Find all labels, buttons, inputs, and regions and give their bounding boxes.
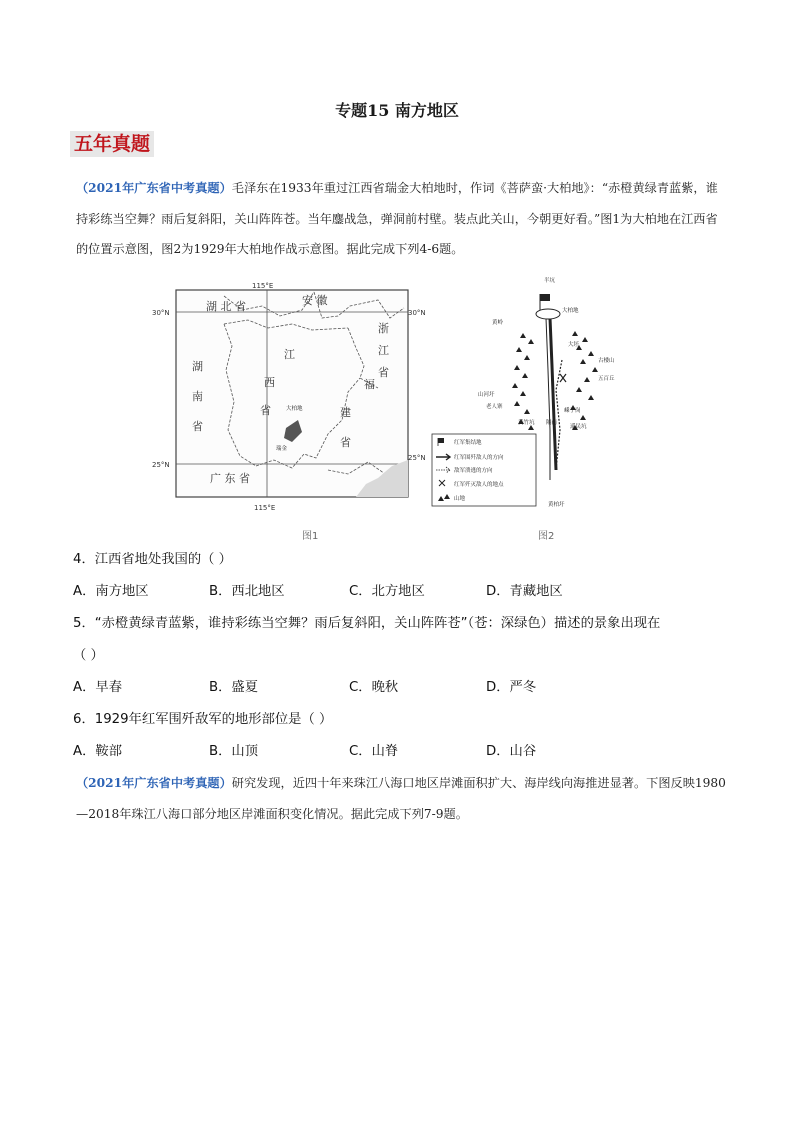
label-jiangxi-1: 江 bbox=[284, 348, 295, 361]
figure-1-caption: 图1 bbox=[302, 531, 319, 542]
label-jiangxi-2: 西 bbox=[264, 376, 275, 389]
fig2-place-dapi: 大坯 bbox=[568, 342, 580, 348]
question-5-stem-cont: （ ） bbox=[73, 648, 104, 663]
q5-option-d: D．严冬 bbox=[486, 680, 537, 695]
label-zhejiang-2: 江 bbox=[378, 344, 389, 357]
q4-option-d: D．青藏地区 bbox=[486, 584, 563, 599]
q5-option-a: A．早春 bbox=[73, 680, 122, 695]
label-zhejiang-3: 省 bbox=[378, 366, 389, 379]
lat-label-top-right: 30°N bbox=[408, 309, 426, 317]
passage-2-text: 研究发现，近四十年来珠江八海口地区岸滩面积扩大、海岸线向海推进显著。下图反映1980—2018年珠江八海口部分地区岸滩面积变化情况。据此完成下列7-9题。 bbox=[76, 776, 726, 821]
figure-area bbox=[152, 270, 615, 518]
section-tag: 五年真题 bbox=[70, 131, 154, 157]
label-hunan-2: 南 bbox=[192, 390, 203, 403]
label-fujian-1: 福 bbox=[364, 378, 375, 391]
figure-2-caption: 图2 bbox=[538, 531, 555, 542]
figure-2-map bbox=[432, 276, 615, 508]
question-5-stem: 5．“赤橙黄绿青蓝紫，谁持彩练当空舞？雨后复斜阳，关山阵阵苍”（苍：深绿色）描述的景象出现在 bbox=[73, 616, 661, 631]
label-hunan-1: 湖 bbox=[192, 360, 203, 373]
page-title: 专题15 南方地区 bbox=[335, 101, 459, 120]
fig2-place-wubaiqiu: 五百丘 bbox=[598, 376, 615, 382]
lat-label-bottom: 25°N bbox=[152, 461, 170, 469]
passage-2-source: （2021年广东省中考真题） bbox=[76, 776, 232, 790]
label-guangdong: 广 东 省 bbox=[210, 472, 250, 485]
fig2-place-top: 半坑 bbox=[544, 278, 556, 284]
q4-option-b: B．西北地区 bbox=[209, 584, 285, 599]
fig2-place-laorenzhai: 老人寨 bbox=[486, 404, 503, 410]
q5-option-c: C．晚秋 bbox=[349, 680, 399, 695]
legend-item-1: 红军集结地 bbox=[454, 440, 482, 446]
lat-label-top: 30°N bbox=[152, 309, 170, 317]
question-4-stem: 4．江西省地处我国的（ ） bbox=[73, 552, 232, 567]
q5-option-b: B．盛夏 bbox=[209, 680, 259, 695]
question-6-stem: 6．1929年红军围歼敌军的地形部位是（ ） bbox=[73, 712, 333, 727]
q6-option-c: C．山脊 bbox=[349, 744, 399, 759]
q4-option-a: A．南方地区 bbox=[73, 584, 149, 599]
label-jiangxi-3: 省 bbox=[260, 404, 271, 417]
figure-1-map bbox=[152, 282, 426, 512]
fig2-place-huangling: 黄岭 bbox=[492, 320, 504, 326]
fig2-legend bbox=[432, 434, 536, 506]
fig2-place-qianqian: 隔前 bbox=[546, 420, 558, 426]
q6-option-b: B．山顶 bbox=[209, 744, 259, 759]
passage-1-source: （2021年广东省中考真题） bbox=[76, 181, 232, 195]
label-hunan-3: 省 bbox=[192, 420, 203, 433]
q4-option-c: C．北方地区 bbox=[349, 584, 425, 599]
lon-label-bottom: 115°E bbox=[254, 504, 276, 512]
fig2-place-huangzhukeng: 黄竹坑 bbox=[518, 420, 535, 426]
legend-item-3: 敌军溃逃的方向 bbox=[454, 468, 493, 474]
lon-label-top: 115°E bbox=[252, 282, 274, 290]
legend-item-4: 红军歼灭敌人的地点 bbox=[454, 482, 504, 488]
fig2-place-zhezigang: 嵊子岗 bbox=[564, 408, 581, 414]
maps-svg bbox=[152, 270, 615, 518]
passage-2 bbox=[76, 768, 726, 829]
passage-1-text: 毛泽东在1933年重过江西省瑞金大柏地时，作词《菩萨蛮·大柏地》：“赤橙黄绿青蓝紫，谁持彩练当空舞？雨后复斜阳，关山阵阵苍。当年鏖战急，弹洞前村壁。装点此关山，今朝更好看。”图1为大柏地在江西省的位置示意图，图2为1929年大柏地作战示意图。据此完成下列4-6题。 bbox=[76, 181, 718, 256]
label-dabaidi: 大柏地 bbox=[286, 406, 303, 412]
label-zhejiang-1: 浙 bbox=[378, 322, 389, 335]
label-fujian-3: 省 bbox=[340, 436, 351, 449]
q6-option-a: A．鞍部 bbox=[73, 744, 122, 759]
legend-item-5: 山地 bbox=[454, 496, 466, 502]
fig2-place-dabaidi: 大柏地 bbox=[562, 308, 579, 314]
fig2-place-gulou: 古楼山 bbox=[598, 358, 615, 364]
passage-1 bbox=[76, 173, 726, 265]
fig2-place-shanheyu: 山河圩 bbox=[478, 392, 495, 398]
label-fujian-2: 建 bbox=[340, 406, 351, 419]
label-hubei: 湖 北 省 bbox=[206, 300, 246, 313]
fig2-place-huangbaiyu: 黄柏圩 bbox=[548, 502, 565, 508]
legend-item-2: 红军围歼敌人的方向 bbox=[454, 455, 504, 461]
label-anhui: 安 徽 bbox=[302, 294, 328, 307]
fig2-place-yaominkeng: 遥民坑 bbox=[570, 424, 587, 430]
q6-option-d: D．山谷 bbox=[486, 744, 537, 759]
label-ruijin: 瑞金 bbox=[276, 446, 288, 452]
lat-label-bottom-right: 25°N bbox=[408, 454, 426, 462]
